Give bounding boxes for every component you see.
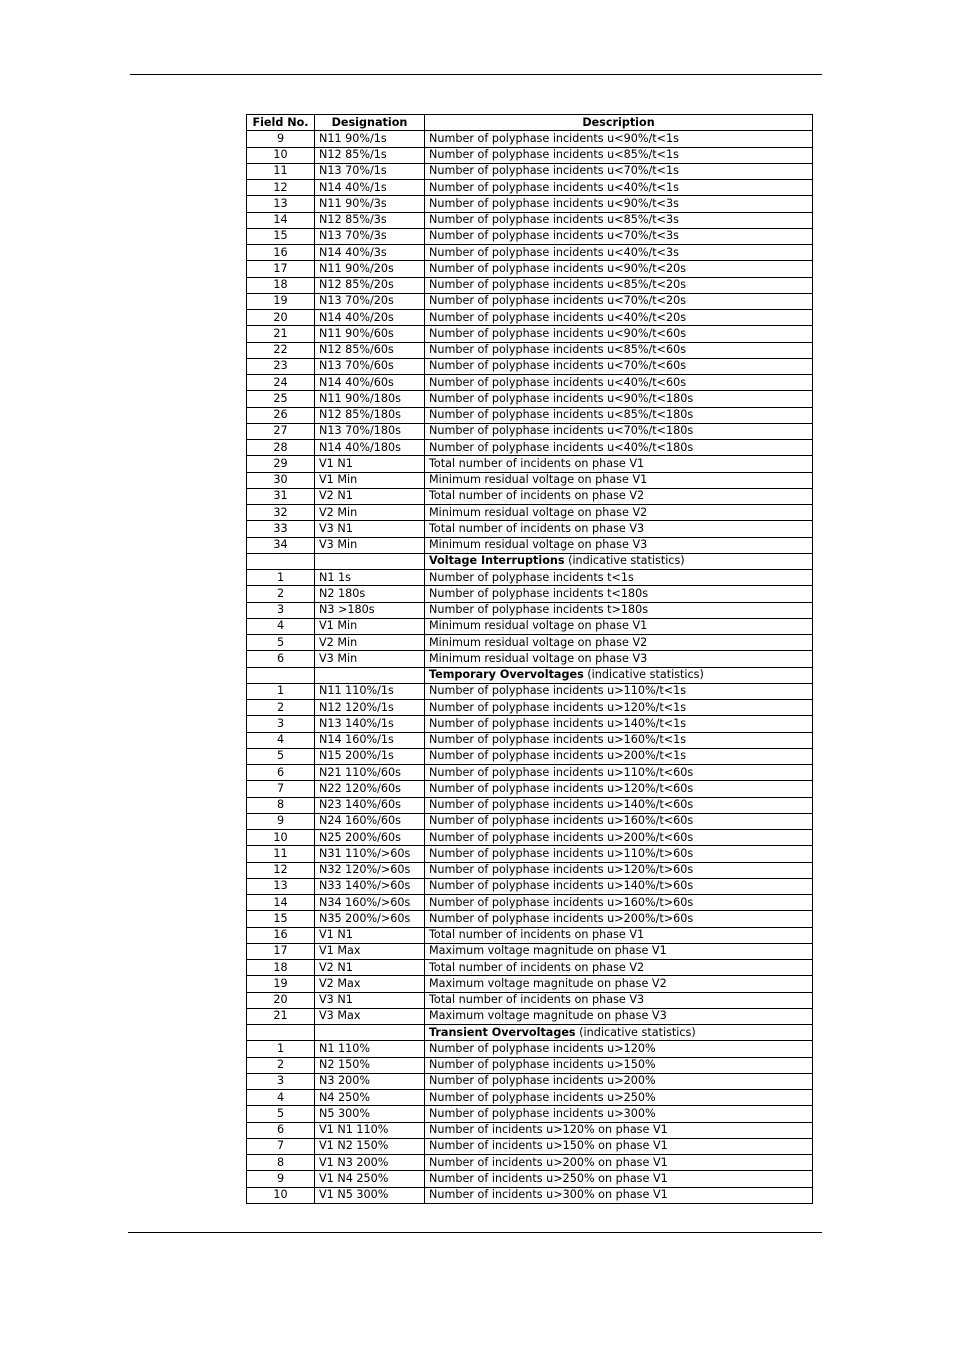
designation-cell: V2 N1	[315, 488, 425, 504]
table-row	[247, 196, 813, 212]
table-row	[247, 846, 813, 862]
description-cell: Total number of incidents on phase V1	[425, 456, 813, 472]
designation-cell: V1 N4 250%	[315, 1171, 425, 1187]
designation-cell: V1 Min	[315, 472, 425, 488]
field-number-cell: 18	[247, 277, 315, 293]
designation-cell: N12 85%/60s	[315, 342, 425, 358]
description-cell: Number of polyphase incidents u<85%/t<20s	[425, 277, 813, 293]
designation-cell: N12 85%/1s	[315, 147, 425, 163]
section-designation-cell	[315, 667, 425, 683]
field-number-cell: 30	[247, 472, 315, 488]
description-cell: Number of polyphase incidents u<40%/t<60s	[425, 375, 813, 391]
designation-cell: N14 40%/3s	[315, 245, 425, 261]
header-description: Description	[425, 115, 813, 131]
field-number-cell: 28	[247, 440, 315, 456]
section-field-cell	[247, 1025, 315, 1041]
description-cell: Number of polyphase incidents u<90%/t<20s	[425, 261, 813, 277]
header-designation: Designation	[315, 115, 425, 131]
field-number-cell: 22	[247, 342, 315, 358]
table-row	[247, 716, 813, 732]
table-row	[247, 245, 813, 261]
description-cell: Total number of incidents on phase V2	[425, 488, 813, 504]
description-cell: Number of polyphase incidents u<70%/t<180s	[425, 423, 813, 439]
field-number-cell: 8	[247, 797, 315, 813]
designation-cell: N13 140%/1s	[315, 716, 425, 732]
description-cell: Number of polyphase incidents u<40%/t<3s	[425, 245, 813, 261]
section-subtitle: (indicative statistics)	[583, 668, 704, 682]
field-number-cell: 6	[247, 651, 315, 667]
description-cell: Number of polyphase incidents u>120%/t<1s	[425, 700, 813, 716]
designation-cell: V2 Min	[315, 635, 425, 651]
field-number-cell: 12	[247, 180, 315, 196]
field-number-cell: 31	[247, 488, 315, 504]
description-cell: Number of incidents u>200% on phase V1	[425, 1155, 813, 1171]
description-cell: Total number of incidents on phase V1	[425, 927, 813, 943]
designation-cell: N2 150%	[315, 1057, 425, 1073]
table-row	[247, 635, 813, 651]
section-header-row	[247, 1025, 813, 1041]
field-number-cell: 21	[247, 326, 315, 342]
section-subtitle: (indicative statistics)	[564, 554, 685, 568]
designation-cell: V2 Max	[315, 976, 425, 992]
designation-cell: N2 180s	[315, 586, 425, 602]
description-cell: Number of polyphase incidents u>120%	[425, 1041, 813, 1057]
field-number-cell: 32	[247, 505, 315, 521]
section-header-row	[247, 667, 813, 683]
section-designation-cell	[315, 553, 425, 569]
description-cell: Number of polyphase incidents u>250%	[425, 1090, 813, 1106]
header-rule	[130, 74, 822, 75]
designation-cell: N21 110%/60s	[315, 765, 425, 781]
table-row	[247, 488, 813, 504]
field-number-cell: 8	[247, 1155, 315, 1171]
designation-cell: N11 90%/180s	[315, 391, 425, 407]
designation-cell: V1 N2 150%	[315, 1138, 425, 1154]
table-row	[247, 261, 813, 277]
field-number-cell: 1	[247, 1041, 315, 1057]
description-cell: Number of polyphase incidents u>160%/t<60s	[425, 813, 813, 829]
table-row	[247, 651, 813, 667]
field-number-cell: 19	[247, 976, 315, 992]
section-title: Transient Overvoltages	[429, 1025, 576, 1039]
table-row	[247, 830, 813, 846]
designation-cell: N22 120%/60s	[315, 781, 425, 797]
designation-cell: N15 200%/1s	[315, 748, 425, 764]
field-number-cell: 14	[247, 212, 315, 228]
section-title: Voltage Interruptions	[429, 554, 565, 568]
field-number-cell: 16	[247, 927, 315, 943]
field-number-cell: 1	[247, 683, 315, 699]
field-number-cell: 1	[247, 570, 315, 586]
description-cell: Maximum voltage magnitude on phase V1	[425, 943, 813, 959]
description-cell: Number of incidents u>300% on phase V1	[425, 1187, 813, 1203]
description-cell: Number of polyphase incidents u<70%/t<20s	[425, 293, 813, 309]
designation-cell: V1 N1 110%	[315, 1122, 425, 1138]
description-cell: Minimum residual voltage on phase V3	[425, 537, 813, 553]
table-row	[247, 326, 813, 342]
table-row	[247, 537, 813, 553]
description-cell: Number of polyphase incidents u<85%/t<3s	[425, 212, 813, 228]
field-number-cell: 27	[247, 423, 315, 439]
statistics-fields-table	[246, 114, 813, 1204]
field-number-cell: 3	[247, 1073, 315, 1089]
field-number-cell: 17	[247, 261, 315, 277]
table-row	[247, 1008, 813, 1024]
designation-cell: N14 160%/1s	[315, 732, 425, 748]
description-cell: Minimum residual voltage on phase V2	[425, 505, 813, 521]
designation-cell: V3 Min	[315, 651, 425, 667]
section-title-cell	[425, 553, 813, 569]
table-row	[247, 1041, 813, 1057]
table-row	[247, 472, 813, 488]
table-row	[247, 228, 813, 244]
designation-cell: N23 140%/60s	[315, 797, 425, 813]
field-number-cell: 5	[247, 748, 315, 764]
designation-cell: V1 N1	[315, 927, 425, 943]
field-number-cell: 21	[247, 1008, 315, 1024]
designation-cell: N25 200%/60s	[315, 830, 425, 846]
designation-cell: V2 Min	[315, 505, 425, 521]
section-title-cell	[425, 1025, 813, 1041]
description-cell: Number of polyphase incidents u<70%/t<3s	[425, 228, 813, 244]
description-cell: Minimum residual voltage on phase V3	[425, 651, 813, 667]
table-row	[247, 407, 813, 423]
field-number-cell: 6	[247, 1122, 315, 1138]
table-row	[247, 375, 813, 391]
field-number-cell: 10	[247, 830, 315, 846]
field-number-cell: 23	[247, 358, 315, 374]
description-cell: Number of polyphase incidents u<70%/t<60s	[425, 358, 813, 374]
table-row	[247, 1138, 813, 1154]
field-number-cell: 29	[247, 456, 315, 472]
table-row	[247, 521, 813, 537]
designation-cell: N34 160%/>60s	[315, 895, 425, 911]
table-row	[247, 765, 813, 781]
field-number-cell: 4	[247, 732, 315, 748]
description-cell: Number of polyphase incidents u>300%	[425, 1106, 813, 1122]
field-number-cell: 25	[247, 391, 315, 407]
table-row	[247, 147, 813, 163]
table-row	[247, 781, 813, 797]
designation-cell: V3 N1	[315, 992, 425, 1008]
table-row	[247, 440, 813, 456]
description-cell: Number of polyphase incidents u<90%/t<3s	[425, 196, 813, 212]
field-number-cell: 15	[247, 228, 315, 244]
table-row	[247, 1155, 813, 1171]
description-cell: Maximum voltage magnitude on phase V2	[425, 976, 813, 992]
field-number-cell: 7	[247, 781, 315, 797]
table-row	[247, 1057, 813, 1073]
description-cell: Minimum residual voltage on phase V1	[425, 618, 813, 634]
table-row	[247, 570, 813, 586]
field-number-cell: 3	[247, 602, 315, 618]
designation-cell: N1 110%	[315, 1041, 425, 1057]
description-cell: Minimum residual voltage on phase V1	[425, 472, 813, 488]
table-row	[247, 960, 813, 976]
description-cell: Number of polyphase incidents u<90%/t<180s	[425, 391, 813, 407]
field-number-cell: 18	[247, 960, 315, 976]
table-row	[247, 943, 813, 959]
table-row	[247, 1090, 813, 1106]
field-number-cell: 34	[247, 537, 315, 553]
designation-cell: V1 N3 200%	[315, 1155, 425, 1171]
field-number-cell: 16	[247, 245, 315, 261]
designation-cell: N1 1s	[315, 570, 425, 586]
table-row	[247, 163, 813, 179]
designation-cell: N13 70%/1s	[315, 163, 425, 179]
designation-cell: N11 110%/1s	[315, 683, 425, 699]
table-row	[247, 1122, 813, 1138]
field-number-cell: 20	[247, 992, 315, 1008]
designation-cell: N12 85%/180s	[315, 407, 425, 423]
designation-cell: V1 Min	[315, 618, 425, 634]
table-row	[247, 700, 813, 716]
designation-cell: N11 90%/1s	[315, 131, 425, 147]
designation-cell: N14 40%/1s	[315, 180, 425, 196]
table-row	[247, 992, 813, 1008]
description-cell: Number of polyphase incidents u>140%/t>60s	[425, 878, 813, 894]
description-cell: Number of polyphase incidents t>180s	[425, 602, 813, 618]
field-number-cell: 20	[247, 310, 315, 326]
description-cell: Number of polyphase incidents u<40%/t<1s	[425, 180, 813, 196]
description-cell: Number of polyphase incidents u>140%/t<1s	[425, 716, 813, 732]
description-cell: Number of polyphase incidents u<40%/t<180s	[425, 440, 813, 456]
table-row	[247, 277, 813, 293]
field-number-cell: 24	[247, 375, 315, 391]
table-row	[247, 342, 813, 358]
field-number-cell: 3	[247, 716, 315, 732]
field-number-cell: 5	[247, 1106, 315, 1122]
field-number-cell: 19	[247, 293, 315, 309]
field-number-cell: 2	[247, 1057, 315, 1073]
description-cell: Number of polyphase incidents u<90%/t<1s	[425, 131, 813, 147]
designation-cell: N13 70%/20s	[315, 293, 425, 309]
table-row	[247, 456, 813, 472]
section-title: Temporary Overvoltages	[429, 668, 584, 682]
designation-cell: N14 40%/20s	[315, 310, 425, 326]
field-number-cell: 26	[247, 407, 315, 423]
description-cell: Number of polyphase incidents u>140%/t<60s	[425, 797, 813, 813]
table-row	[247, 732, 813, 748]
description-cell: Number of polyphase incidents u>110%/t>60s	[425, 846, 813, 862]
header-field-no: Field No.	[247, 115, 315, 131]
section-field-cell	[247, 553, 315, 569]
field-number-cell: 33	[247, 521, 315, 537]
table-row	[247, 927, 813, 943]
field-number-cell: 11	[247, 846, 315, 862]
table-row	[247, 212, 813, 228]
table-row	[247, 813, 813, 829]
field-number-cell: 4	[247, 1090, 315, 1106]
footer-rule	[128, 1232, 822, 1233]
section-designation-cell	[315, 1025, 425, 1041]
description-cell: Number of polyphase incidents u<90%/t<60s	[425, 326, 813, 342]
field-number-cell: 9	[247, 131, 315, 147]
designation-cell: V2 N1	[315, 960, 425, 976]
table-row	[247, 1106, 813, 1122]
description-cell: Number of polyphase incidents u<85%/t<1s	[425, 147, 813, 163]
description-cell: Total number of incidents on phase V3	[425, 992, 813, 1008]
description-cell: Number of polyphase incidents u<40%/t<20s	[425, 310, 813, 326]
field-number-cell: 12	[247, 862, 315, 878]
field-number-cell: 9	[247, 813, 315, 829]
field-number-cell: 6	[247, 765, 315, 781]
description-cell: Number of polyphase incidents u>200%	[425, 1073, 813, 1089]
field-number-cell: 11	[247, 163, 315, 179]
description-cell: Number of polyphase incidents u<85%/t<60s	[425, 342, 813, 358]
section-title-cell	[425, 667, 813, 683]
designation-cell: V1 Max	[315, 943, 425, 959]
designation-cell: N4 250%	[315, 1090, 425, 1106]
table-row	[247, 618, 813, 634]
table-row	[247, 180, 813, 196]
designation-cell: V1 N1	[315, 456, 425, 472]
description-cell: Number of polyphase incidents u<70%/t<1s	[425, 163, 813, 179]
description-cell: Number of polyphase incidents t<180s	[425, 586, 813, 602]
designation-cell: N14 40%/180s	[315, 440, 425, 456]
designation-cell: N12 85%/3s	[315, 212, 425, 228]
table-row	[247, 391, 813, 407]
designation-cell: N13 70%/180s	[315, 423, 425, 439]
field-number-cell: 10	[247, 1187, 315, 1203]
description-cell: Maximum voltage magnitude on phase V3	[425, 1008, 813, 1024]
designation-cell: N32 120%/>60s	[315, 862, 425, 878]
table-row	[247, 683, 813, 699]
designation-cell: N11 90%/3s	[315, 196, 425, 212]
table-row	[247, 131, 813, 147]
designation-cell: N35 200%/>60s	[315, 911, 425, 927]
designation-cell: N31 110%/>60s	[315, 846, 425, 862]
table-row	[247, 878, 813, 894]
field-number-cell: 13	[247, 196, 315, 212]
table-row	[247, 602, 813, 618]
designation-cell: V3 N1	[315, 521, 425, 537]
description-cell: Number of polyphase incidents u>200%/t>60s	[425, 911, 813, 927]
table-row	[247, 976, 813, 992]
description-cell: Number of polyphase incidents u>200%/t<60s	[425, 830, 813, 846]
table-row	[247, 862, 813, 878]
designation-cell: N13 70%/60s	[315, 358, 425, 374]
table-row	[247, 293, 813, 309]
field-number-cell: 2	[247, 700, 315, 716]
field-number-cell: 4	[247, 618, 315, 634]
field-number-cell: 13	[247, 878, 315, 894]
designation-cell: N12 85%/20s	[315, 277, 425, 293]
designation-cell: N5 300%	[315, 1106, 425, 1122]
field-number-cell: 7	[247, 1138, 315, 1154]
section-subtitle: (indicative statistics)	[575, 1025, 696, 1039]
table-row	[247, 358, 813, 374]
table-row	[247, 1171, 813, 1187]
designation-cell: N14 40%/60s	[315, 375, 425, 391]
table-row	[247, 797, 813, 813]
description-cell: Number of polyphase incidents u>110%/t<1s	[425, 683, 813, 699]
table-row	[247, 505, 813, 521]
table-row	[247, 1073, 813, 1089]
designation-cell: N11 90%/60s	[315, 326, 425, 342]
table-row	[247, 586, 813, 602]
description-cell: Number of polyphase incidents u>200%/t<1s	[425, 748, 813, 764]
field-number-cell: 15	[247, 911, 315, 927]
designation-cell: N3 >180s	[315, 602, 425, 618]
description-cell: Minimum residual voltage on phase V2	[425, 635, 813, 651]
table-row	[247, 895, 813, 911]
table-row	[247, 310, 813, 326]
designation-cell: N3 200%	[315, 1073, 425, 1089]
designation-cell: V3 Min	[315, 537, 425, 553]
designation-cell: N24 160%/60s	[315, 813, 425, 829]
description-cell: Number of polyphase incidents u>110%/t<60s	[425, 765, 813, 781]
description-cell: Number of polyphase incidents t<1s	[425, 570, 813, 586]
table-header-row	[247, 115, 813, 131]
table-row	[247, 911, 813, 927]
designation-cell: N13 70%/3s	[315, 228, 425, 244]
description-cell: Number of polyphase incidents u>120%/t>60s	[425, 862, 813, 878]
designation-cell: N12 120%/1s	[315, 700, 425, 716]
description-cell: Number of polyphase incidents u>120%/t<60s	[425, 781, 813, 797]
section-header-row	[247, 553, 813, 569]
designation-cell: V3 Max	[315, 1008, 425, 1024]
table-row	[247, 1187, 813, 1203]
field-number-cell: 5	[247, 635, 315, 651]
description-cell: Number of incidents u>250% on phase V1	[425, 1171, 813, 1187]
description-cell: Total number of incidents on phase V3	[425, 521, 813, 537]
table-row	[247, 748, 813, 764]
description-cell: Number of polyphase incidents u<85%/t<180s	[425, 407, 813, 423]
field-number-cell: 14	[247, 895, 315, 911]
field-number-cell: 9	[247, 1171, 315, 1187]
table-row	[247, 423, 813, 439]
section-field-cell	[247, 667, 315, 683]
description-cell: Total number of incidents on phase V2	[425, 960, 813, 976]
designation-cell: N33 140%/>60s	[315, 878, 425, 894]
designation-cell: N11 90%/20s	[315, 261, 425, 277]
description-cell: Number of polyphase incidents u>150%	[425, 1057, 813, 1073]
field-number-cell: 10	[247, 147, 315, 163]
field-number-cell: 17	[247, 943, 315, 959]
designation-cell: V1 N5 300%	[315, 1187, 425, 1203]
field-number-cell: 2	[247, 586, 315, 602]
description-cell: Number of incidents u>150% on phase V1	[425, 1138, 813, 1154]
description-cell: Number of polyphase incidents u>160%/t<1s	[425, 732, 813, 748]
description-cell: Number of polyphase incidents u>160%/t>60s	[425, 895, 813, 911]
description-cell: Number of incidents u>120% on phase V1	[425, 1122, 813, 1138]
